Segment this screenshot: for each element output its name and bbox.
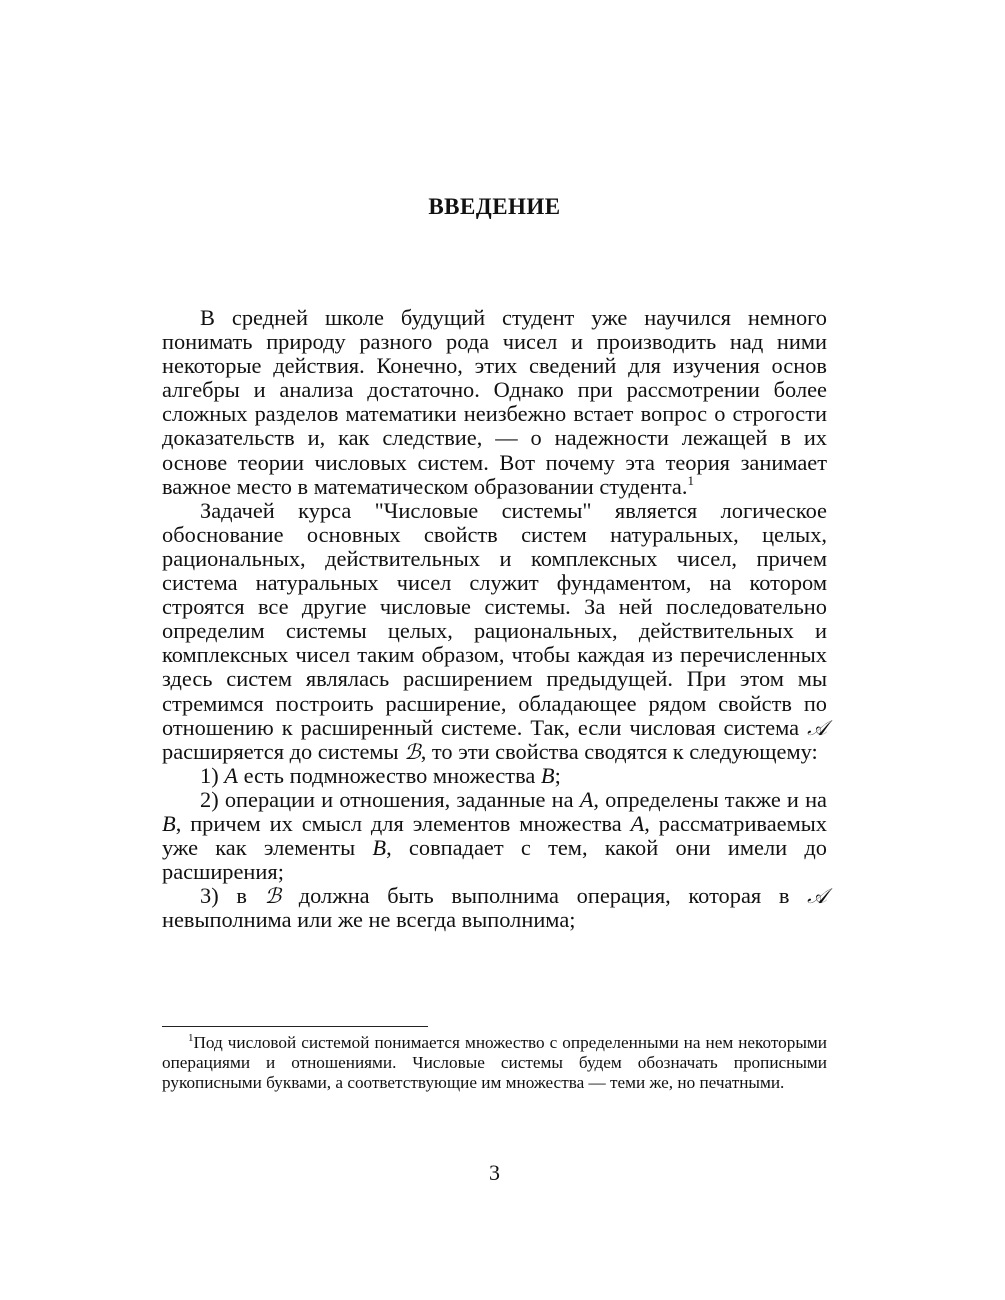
set-b-symbol: B [372, 835, 387, 861]
page-number: 3 [489, 1160, 500, 1185]
paragraph-course-goal-text-2: расширяется до системы [162, 738, 399, 764]
system-a-symbol: 𝒜 [807, 884, 827, 909]
chapter-heading: ВВЕДЕНИЕ [428, 194, 561, 219]
list-item-2-text-3: , причем их смысл для элементов множества [175, 810, 622, 836]
set-a-symbol: A [224, 762, 238, 788]
set-a-symbol: A [579, 786, 594, 812]
paragraph-course-goal-text: Задачей курса "Числовые системы" является логическое обоснование основных свойств систем натуральных, целых, рациональных, действительных и комплексных чисел, причем система натуральных чисел служит фундаментом, на котором строятся все другие числовые системы. За ней последовательно определим системы целых, рациональных, действительных и комплексных чисел таким образом, чтобы каждая из перечисленных здесь систем являлась расширением предыдущей. При этом мы стремимся построить расширение, обладающее рядом свойств по отношению к расширенный системе. Так, если числовая система [162, 497, 827, 740]
footnote-text: Под числовой системой понимается множество с определенными на нем некоторыми операциями и отношениями. Числовые системы будем обозначать прописными рукописными буквами, а соответствующие им множества — теми же, но печатными. [162, 1033, 827, 1092]
list-item-1-text: есть подмножество множества [243, 762, 536, 788]
list-item-2-text-1: операции и отношения, заданные на [224, 786, 574, 812]
system-b-symbol: ℬ [264, 884, 282, 909]
book-page [162, 0, 827, 1300]
list-item-1-end: ; [554, 762, 561, 788]
system-a-symbol: 𝒜 [807, 715, 827, 740]
list-item-2-text-2: , определены также и на [593, 786, 827, 812]
list-item-2 [162, 788, 827, 884]
set-a-symbol: A [630, 810, 645, 836]
list-item-3-text-1: в [236, 883, 247, 909]
paragraph-intro-text: В средней школе будущий студент уже научился немного понимать природу разного рода чисел и производить над ними некоторые действия. Конечно, этих сведений для изучения основ алгебры и анализа достаточно. Однако при рассмотрении более сложных разделов математики неизбежно встает вопрос о строгости доказательств и, как следствие, — о надежности лежащей в их основе теории числовых систем. Вот почему эта теория занимает важное место в математическом образовании студента. [162, 305, 827, 499]
footnote-marker: 1 [188, 1032, 194, 1044]
footnote [162, 1033, 827, 1092]
footnote-reference: 1 [687, 472, 694, 488]
list-item-3-number: 3) [200, 883, 219, 909]
paragraph-course-goal-text-3: , то эти свойства сводятся к следующему: [420, 738, 818, 764]
paragraph-intro [162, 306, 827, 499]
list-item-2-text-4: , рассматриваемых уже как элементы [162, 810, 827, 861]
system-b-symbol: ℬ [404, 739, 421, 764]
paragraph-course-goal [162, 499, 827, 764]
list-item-2-number: 2) [200, 786, 219, 812]
body-text [162, 306, 827, 932]
list-item-1 [162, 764, 827, 788]
set-b-symbol: B [540, 762, 555, 788]
list-item-3 [162, 884, 827, 932]
list-item-1-number: 1) [200, 762, 219, 788]
set-b-symbol: B [162, 810, 176, 836]
list-item-3-text-3: невыполнима или же не всегда выполнима; [162, 907, 576, 933]
footnote-divider [162, 1026, 428, 1027]
list-item-3-text-2: должна быть выполнима операция, которая в [298, 883, 790, 909]
list-item-2-text-5: , совпадает с тем, какой они имели до расширения; [162, 835, 827, 885]
